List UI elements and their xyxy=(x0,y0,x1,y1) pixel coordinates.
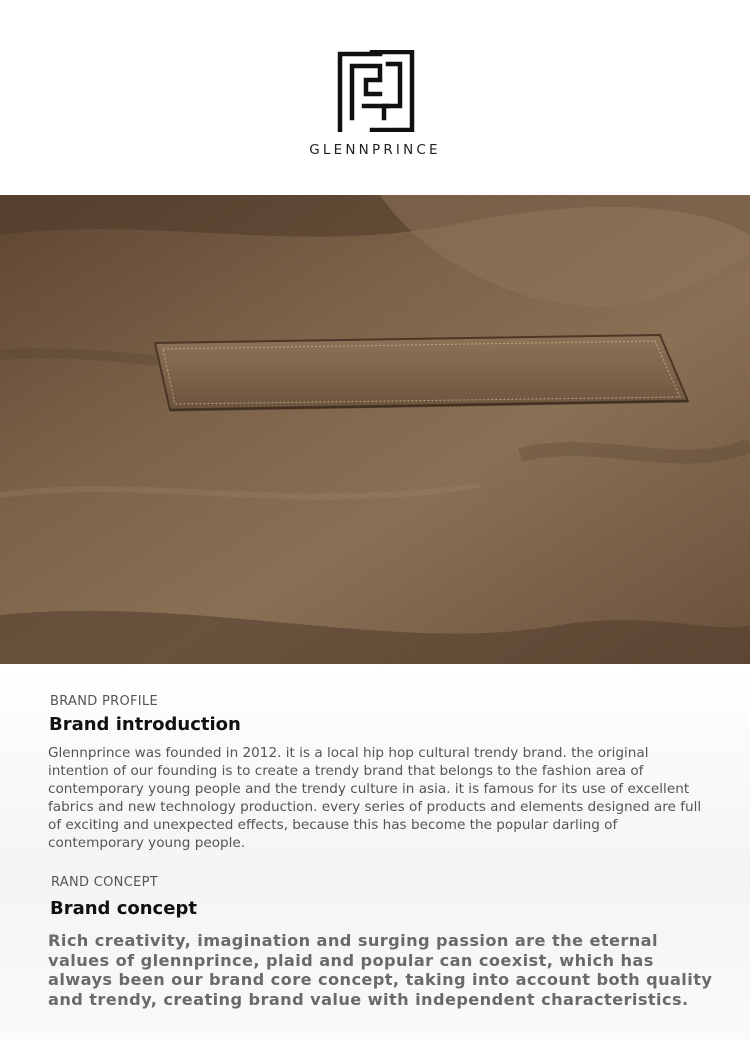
concept-heading: Brand concept xyxy=(50,898,197,919)
pocket-flap xyxy=(155,335,688,410)
product-photo xyxy=(0,195,750,664)
concept-eyebrow: RAND CONCEPT xyxy=(51,875,158,890)
gp-maze-logo-icon xyxy=(336,50,416,132)
profile-eyebrow: BRAND PROFILE xyxy=(50,694,158,709)
brand-header xyxy=(0,0,750,195)
profile-heading: Brand introduction xyxy=(49,714,241,735)
concept-body: Rich creativity, imagination and surging passion are the eternal values of glennprince, plaid and popular can coexist, which has always been our brand core concept, taking into account both quality and trendy, creating brand value with independent characteristics. xyxy=(48,931,713,1009)
profile-body: Glennprince was founded in 2012. it is a local hip hop cultural trendy brand. the original intention of our founding is to create a trendy brand that belongs to the fashion area of contemporary young people and the trendy culture in asia. it is famous for its use of excellent fabrics and new technology production. every series of products and elements designed are full of exciting and unexpected effects, because this has become the popular darling of contemporary young people. xyxy=(48,745,702,851)
brand-name: GLENNPRINCE xyxy=(309,142,441,158)
